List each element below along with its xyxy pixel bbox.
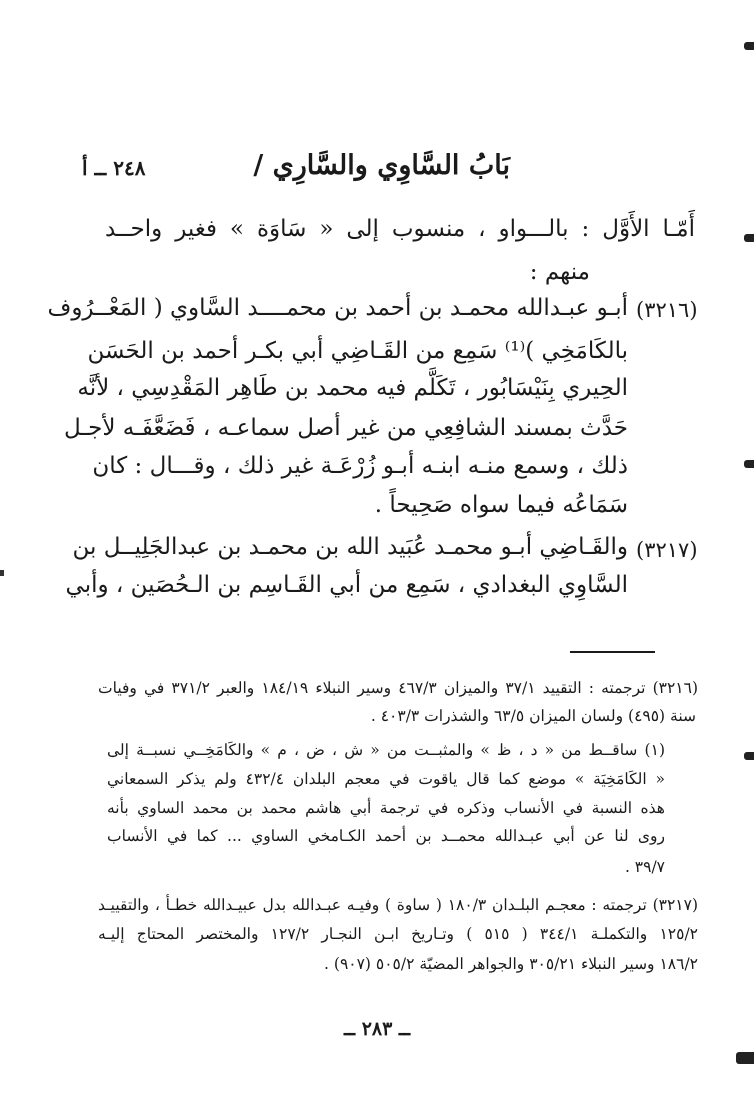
entry-number: (٣٢١٧) [636,538,698,562]
scan-edge-speck [0,570,4,576]
body-line: حَدَّث بمسند الشافِعِي من غير أصل سماعـه ، فَضَعَّفَـه لأجـل [63,415,628,441]
scan-edge-mark [744,234,754,242]
footnote-line: ١٨٦/٢ وسير النبلاء ٣٠٥/٢١ والجواهر المضيّة ٥٠٥/٢ (٩٠٧) . [324,955,698,973]
scan-edge-mark [744,42,754,50]
footnote-separator [570,651,655,653]
body-line: سَمَاعُه فيما سواه صَحِيحاً . [374,492,628,518]
body-line: والقَـاضِي أبـو محمـد عُبَيد الله بن محمـد بن عبدالجَلِيــل بن [72,534,628,560]
chapter-heading: بَابُ السَّاوِي والسَّارِي / [253,150,510,181]
footnote-line: (٣٢١٦) ترجمته : التقييد ٣٧/١ والميزان ٤٦٧/٣ وسير النبلاء ١٨٤/١٩ والعبر ٣٧١/٢ في وفيات [98,679,699,697]
footnote-line: « الكَامَخِيَة » موضع كما قال ياقوت في معجم البلدان ٤٣٢/٤ ولم يذكر السمعاني [107,770,665,788]
body-line: منهم : [529,259,590,285]
entry-number: (٣٢١٦) [636,298,698,322]
body-line: أَمّـا الأَوَّل : بالـــواو ، منسوب إلى « سَاوَة » فغير واحــد [105,216,695,242]
body-line: ذلك ، وسمع منـه ابنـه أبـو زُرْعَـة غير ذلك ، وقـــال : كان [92,453,628,479]
footnote-line: سنة (٤٩٥) ولسان الميزان ٦٣/٥ والشذرات ٤٠٣/٣ . [370,707,696,725]
footnote-line: ١٢٥/٢ والتكملـة ٣٤٤/١ ( ٥١٥ ) وتـاريخ ابـن النجـار ١٢٧/٢ والمختصر المحتاج إليـه [98,925,698,943]
body-line: بالكَامَخِي )⁽¹⁾ سَمِع من القَـاضِي أبي بكـر أحمد بن الحَسَن [87,338,628,364]
manuscript-folio: ٢٤٨ ــ أ [82,156,146,180]
footnote-line: (١) ساقــط من « د ، ظ » والمثبــت من « ش ، ض ، م » والكَامَخِــي نسبــة إلى [107,741,665,759]
body-line: السَّاوِي البغدادي ، سَمِع من أبي القَـاسِم بن الـحُصَين ، وأبي [65,572,628,598]
page-number: ــ ٢٨٣ ــ [343,1018,411,1040]
scan-edge-mark [744,752,754,760]
footnote-line: (٣٢١٧) ترجمته : معجـم البلـدان ١٨٠/٣ ( ساوة ) وفيـه عبـدالله بدل عبيـدالله خطـأ ، والتقييـد [98,896,698,914]
footnote-line: هذه النسبة في الأنساب وذكره في ترجمة أبي هاشم محمد بن محمد الساوي بأنه [107,799,665,817]
scan-edge-mark [744,460,754,468]
scan-edge-mark [736,1052,754,1064]
body-line: أبـو عبـدالله محمـد بن أحمد بن محمــــد السَّاوي ( المَعْــرُوف [47,295,628,321]
body-line: الحِيري بِنَيْسَابُور ، تَكَلَّم فيه محمد بن طَاهِر المَقْدِسِي ، لأنَّه [77,375,628,401]
footnote-line: ٣٩/٧ . [624,858,665,876]
footnote-line: روى لنا عن أبي عبـدالله محمــد بن أحمد الكـامخي الساوي ... كما في الأنساب [107,827,665,845]
